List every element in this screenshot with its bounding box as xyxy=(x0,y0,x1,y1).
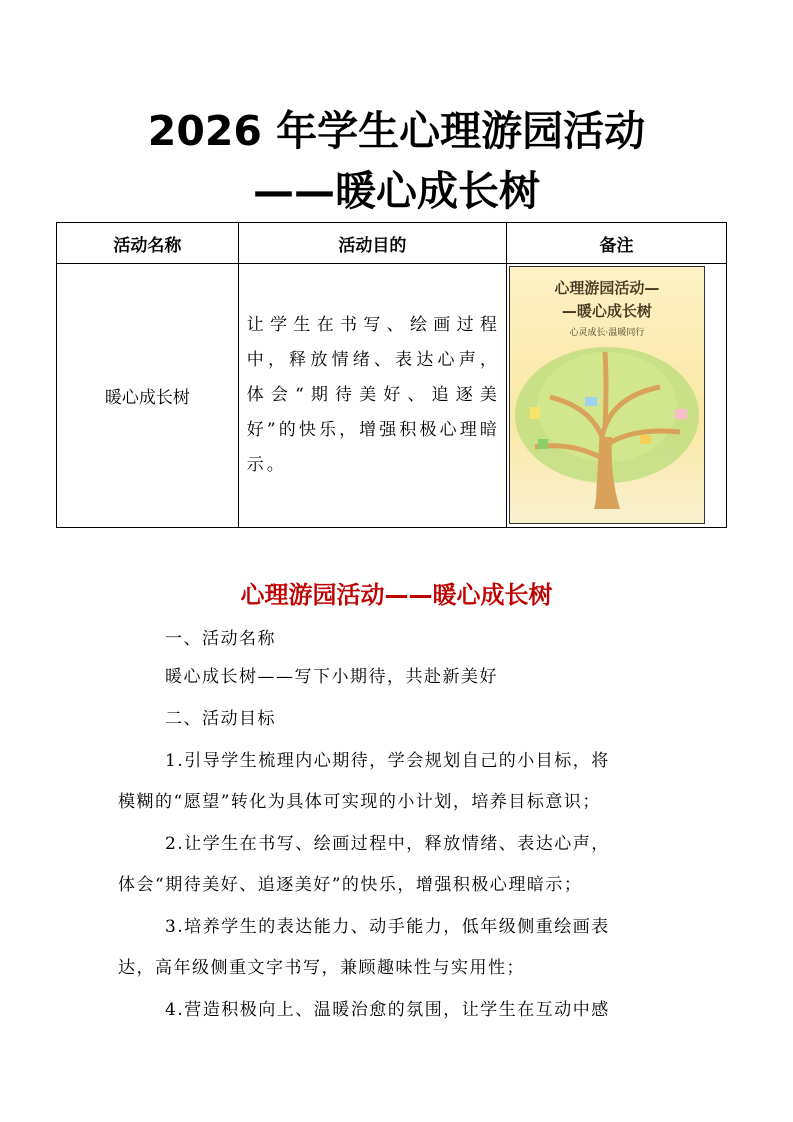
poster-title1: 心理游园活动— xyxy=(554,279,660,297)
header-notes: 备注 xyxy=(506,223,726,264)
doc-title-line1: 2026 年学生心理游园活动 xyxy=(147,107,646,155)
section-title: 心理游园活动——暖心成长树 xyxy=(240,581,553,609)
heading-activity-name: 一、活动名称 xyxy=(165,629,276,649)
cell-name: 暖心成长树 xyxy=(57,264,239,528)
heading-activity-goals: 二、活动目标 xyxy=(165,709,276,729)
paragraph: 模糊的“愿望”转化为具体可实现的小计划，培养目标意识； xyxy=(118,792,601,812)
paragraph: 体会“期待美好、追逐美好”的快乐，增强积极心理暗示； xyxy=(118,875,583,895)
paragraph: 2.让学生在书写、绘画过程中，释放情绪、表达心声， xyxy=(165,834,610,854)
poster-image xyxy=(509,266,705,524)
cell-notes xyxy=(506,264,726,528)
tree-illustration xyxy=(510,267,704,523)
cell-purpose: 让学生在书写、绘画过程中，释放情绪、表达心声，体会“期待美好、追逐美好”的快乐，增强积极心理暗示。 xyxy=(238,264,506,528)
poster-title2: —暖心成长树 xyxy=(561,302,652,320)
header-name: 活动名称 xyxy=(57,223,239,264)
doc-title-line2: ——暖心成长树 xyxy=(253,167,540,215)
paragraph: 3.培养学生的表达能力、动手能力，低年级侧重绘画表 xyxy=(165,917,610,937)
paragraph: 1.引导学生梳理内心期待，学会规划自己的小目标，将 xyxy=(165,751,610,771)
poster-subtitle: 心灵成长·温暖同行 xyxy=(569,328,645,338)
paragraph: 暖心成长树——写下小期待，共赴新美好 xyxy=(165,667,498,687)
activity-table xyxy=(56,222,727,528)
paragraph: 达，高年级侧重文字书写，兼顾趣味性与实用性； xyxy=(118,958,525,978)
header-purpose: 活动目的 xyxy=(238,223,506,264)
paragraph: 4.营造积极向上、温暖治愈的氛围，让学生在互动中感 xyxy=(165,1000,610,1020)
